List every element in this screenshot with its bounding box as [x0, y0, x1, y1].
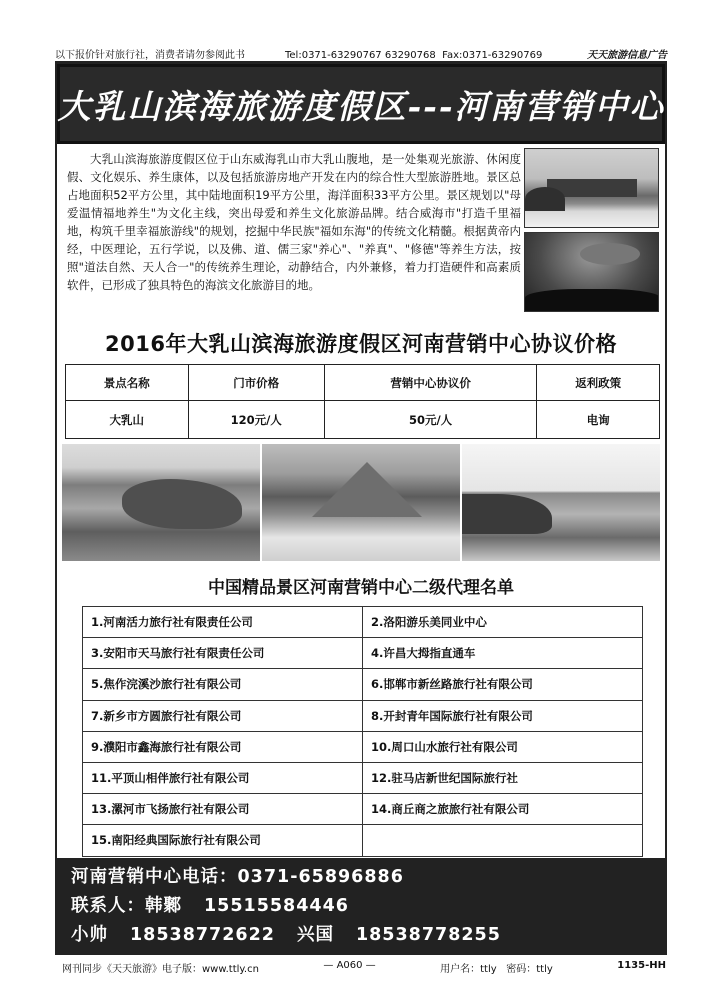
page-number: — A060 — — [323, 960, 376, 971]
issue-code: 1135-HH — [617, 960, 666, 971]
agent-item: 13.漯河市飞扬旅行社有限公司 — [83, 794, 363, 825]
brand-label: 天天旅游信息广告 — [587, 50, 667, 61]
resort-building-photo — [524, 148, 659, 228]
agent-item: 15.南阳经典国际旅行社有限公司 — [83, 825, 363, 856]
fish-shape — [580, 243, 640, 265]
cell-scenic-name: 大乳山 — [66, 401, 189, 439]
visitors-silhouette — [525, 289, 659, 311]
telephone-numbers — [285, 50, 587, 61]
rock-shape — [462, 494, 552, 534]
contact-name-2: 兴国 — [296, 925, 334, 945]
price-header-row — [66, 365, 660, 401]
agent-item: 1.河南活力旅行社有限责任公司 — [83, 607, 363, 638]
agent-item: 9.濮阳市鑫海旅行社有限公司 — [83, 731, 363, 762]
footer-sync-text: 网刊同步《天天旅游》电子版：www.ttly.cn — [62, 964, 259, 975]
advert-frame — [55, 62, 667, 955]
mountain-flowers-photo — [262, 444, 460, 561]
footer-user: 用户名：ttly — [440, 964, 497, 975]
agent-item: 10.周口山水旅行社有限公司 — [363, 731, 643, 762]
seashore-rocks-photo — [462, 444, 660, 561]
contact-name-1: 小帅 — [71, 925, 108, 945]
contact-block — [57, 858, 665, 953]
table-row — [83, 669, 643, 700]
price-table — [65, 364, 660, 439]
contact-phone-line — [71, 863, 651, 892]
col-rebate-policy: 返利政策 — [537, 365, 660, 401]
contact-others-line — [71, 921, 651, 950]
agent-item-empty — [363, 825, 643, 856]
agent-item: 4.许昌大拇指直通车 — [363, 638, 643, 669]
agent-item: 2.洛阳游乐美同业中心 — [363, 607, 643, 638]
agent-item: 7.新乡市方圆旅行社有限公司 — [83, 700, 363, 731]
contact-person-line — [71, 892, 651, 921]
table-row — [83, 638, 643, 669]
cell-rebate-policy: 电询 — [537, 401, 660, 439]
cell-retail-price: 120元/人 — [188, 401, 324, 439]
contact-person-label: 联系人：韩鄹 — [71, 896, 182, 916]
contact-phone-1: 18538772622 — [130, 925, 275, 945]
contact-phone-2: 18538778255 — [355, 925, 501, 945]
fax-text: Fax:0371-63290769 — [442, 50, 543, 61]
tel-text: Tel:0371-63290767 63290768 — [285, 50, 436, 61]
col-scenic-name: 景点名称 — [66, 365, 189, 401]
island-shape — [122, 479, 242, 529]
agent-item: 14.商丘商之旅旅行社有限公司 — [363, 794, 643, 825]
title-banner — [57, 64, 665, 144]
table-row — [83, 731, 643, 762]
trade-notice: 以下报价针对旅行社，消费者请勿参阅此书 — [55, 50, 245, 61]
contact-person-phone: 15515584446 — [204, 896, 349, 916]
marketing-center-phone: 河南营销中心电话：0371-65896886 — [71, 867, 404, 887]
aquarium-photo — [524, 232, 659, 312]
table-row — [83, 794, 643, 825]
agent-item: 8.开封青年国际旅行社有限公司 — [363, 700, 643, 731]
price-data-row — [66, 401, 660, 439]
top-info-bar — [55, 44, 667, 62]
table-row — [83, 607, 643, 638]
mountain-peak-shape — [312, 462, 422, 517]
agent-item: 3.安阳市天马旅行社有限责任公司 — [83, 638, 363, 669]
agent-item: 12.驻马店新世纪国际旅行社 — [363, 762, 643, 793]
agent-item: 11.平顶山相伴旅行社有限公司 — [83, 762, 363, 793]
col-agreement-price: 营销中心协议价 — [324, 365, 537, 401]
cell-agreement-price: 50元/人 — [324, 401, 537, 439]
page-title: 大乳山滨海旅游度假区---河南营销中心 — [57, 86, 665, 126]
page-footer — [62, 960, 666, 976]
agent-item: 5.焦作浣溪沙旅行社有限公司 — [83, 669, 363, 700]
col-retail-price: 门市价格 — [188, 365, 324, 401]
table-row — [83, 700, 643, 731]
table-row — [83, 825, 643, 856]
scenery-photo-strip — [62, 444, 660, 561]
table-row — [83, 762, 643, 793]
agent-section-title: 中国精品景区河南营销中心二级代理名单 — [208, 578, 514, 598]
price-section-title: 2016年大乳山滨海旅游度假区河南营销中心协议价格 — [105, 332, 617, 356]
footer-password: 密码：ttly — [506, 964, 553, 975]
agent-list-table — [82, 606, 643, 857]
tree-shape — [525, 187, 565, 211]
login-info — [440, 960, 553, 976]
agent-item: 6.邯郸市新丝路旅行社有限公司 — [363, 669, 643, 700]
intro-paragraph: 大乳山滨海旅游度假区位于山东威海乳山市大乳山腹地，是一处集观光旅游、休闲度假、文化娱乐、养生康体，以及包括旅游房地产开发在内的综合性大型旅游胜地。景区总占地面积52平方公里，其中陆地面积19平方公里，海洋面积33平方公里。景区规划以"母爱温情福地养生"为文化主线，突出母爱和养生文化旅游品牌。结合威海市"打造千里福地，构筑千里幸福旅游线"的规划，挖掘中华民族"福如东海"的传统文化精髓。根据黄帝内经，中医理论，五行学说，以及佛、道、儒三家"养心"、"养真"、"修德"等养生方法，按照"道法自然、天人合一"的传统养生理论，动静结合，内外兼修，着力打造硬件和高素质软件，已形成了独具特色的海滨文化旅游目的地。 — [67, 152, 521, 292]
coastline-aerial-photo — [62, 444, 260, 561]
